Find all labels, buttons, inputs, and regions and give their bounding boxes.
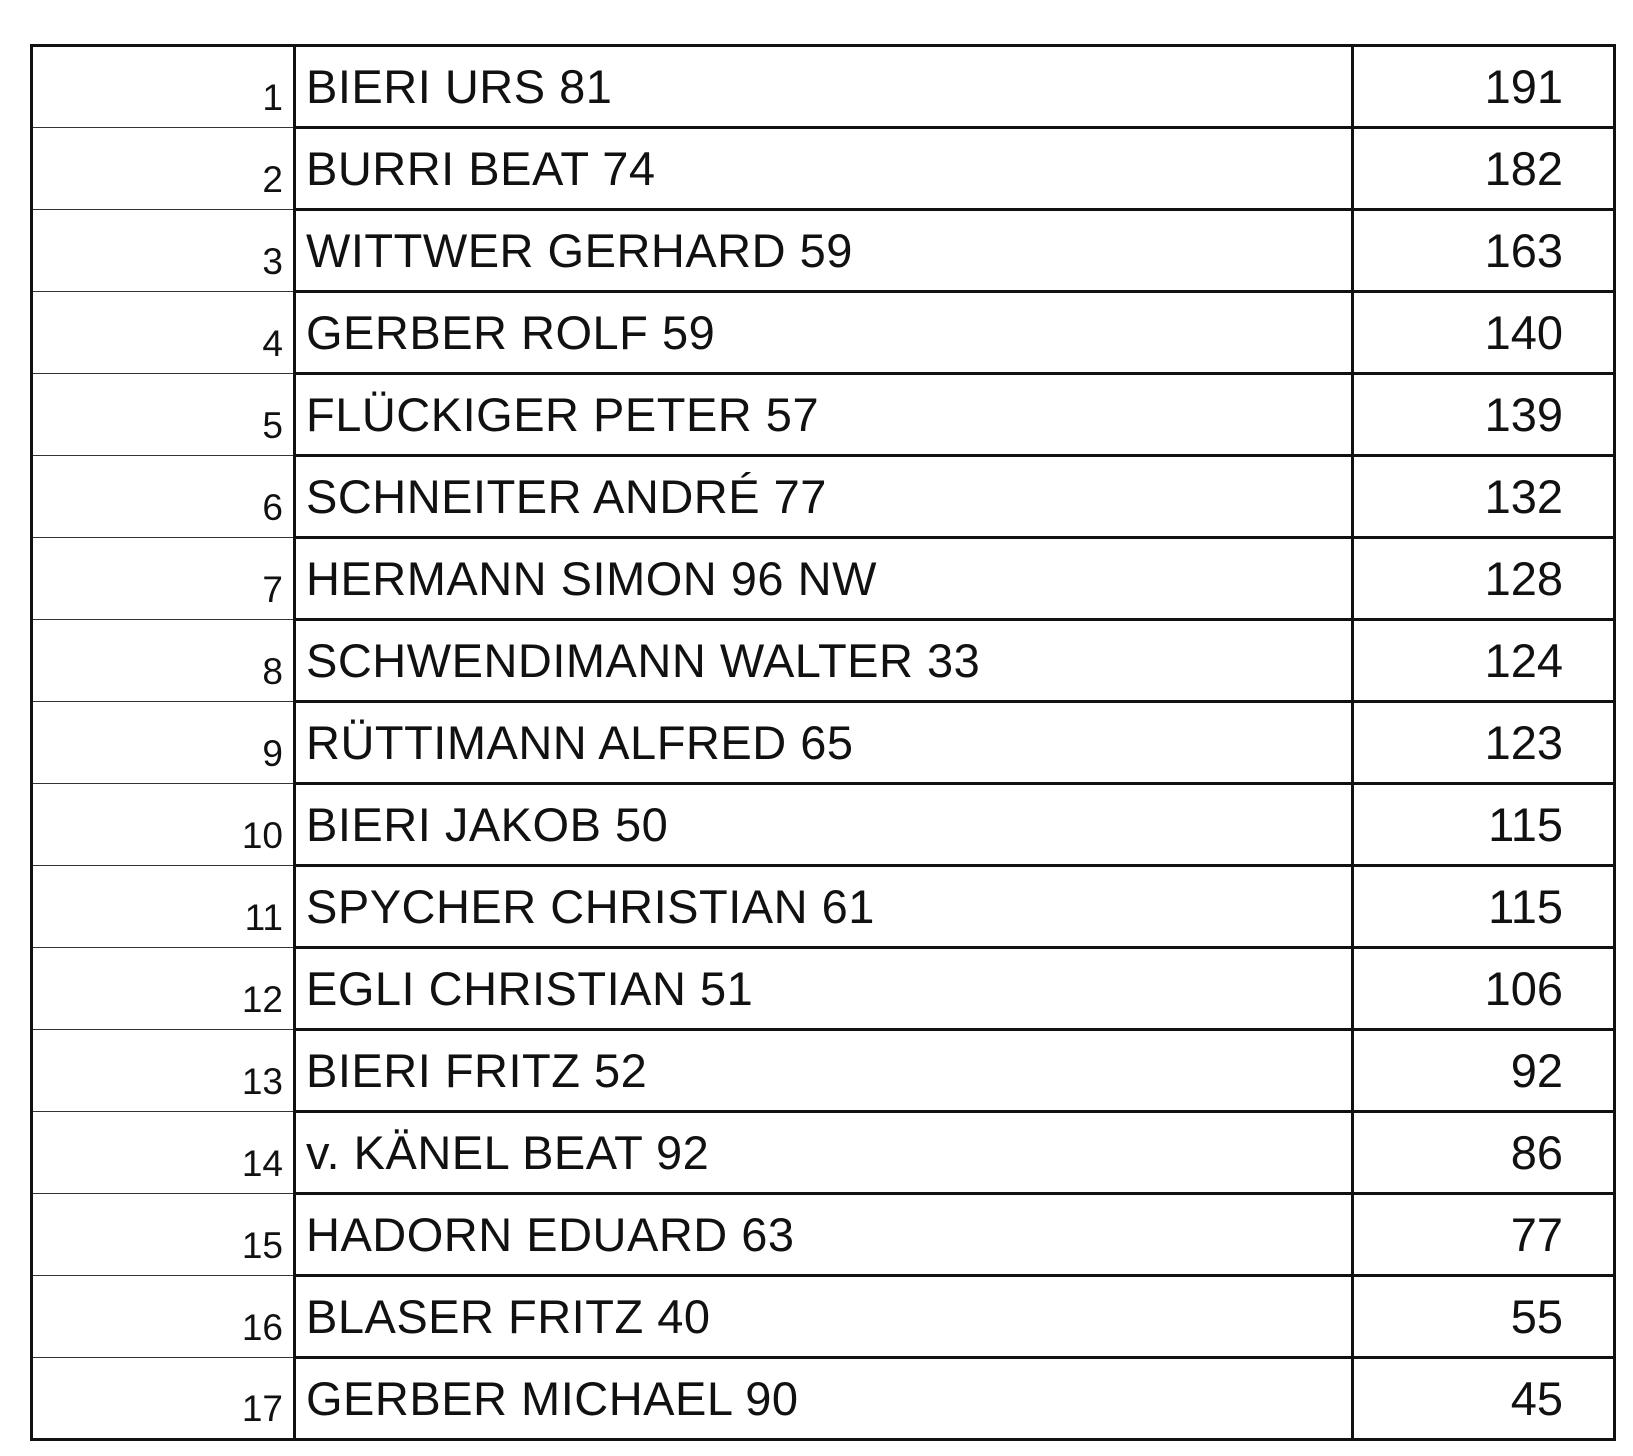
name-cell: HADORN EDUARD 63 — [295, 1194, 1353, 1276]
name-cell: BIERI URS 81 — [295, 46, 1353, 128]
name-cell: SCHWENDIMANN WALTER 33 — [295, 620, 1353, 702]
name-cell: RÜTTIMANN ALFRED 65 — [295, 702, 1353, 784]
name-cell: BIERI JAKOB 50 — [295, 784, 1353, 866]
name-cell: HERMANN SIMON 96 NW — [295, 538, 1353, 620]
name-cell: FLÜCKIGER PETER 57 — [295, 374, 1353, 456]
rank-cell: 13 — [32, 1030, 295, 1112]
table-row — [32, 948, 1615, 1030]
score-cell: 191 — [1353, 46, 1615, 128]
table-row — [32, 1276, 1615, 1358]
rank-cell: 2 — [32, 128, 295, 210]
table-row — [32, 292, 1615, 374]
score-cell: 77 — [1353, 1194, 1615, 1276]
table-row — [32, 702, 1615, 784]
name-cell: SCHNEITER ANDRÉ 77 — [295, 456, 1353, 538]
name-cell: BLASER FRITZ 40 — [295, 1276, 1353, 1358]
name-cell: WITTWER GERHARD 59 — [295, 210, 1353, 292]
rank-cell: 12 — [32, 948, 295, 1030]
score-cell: 45 — [1353, 1358, 1615, 1440]
name-cell: BIERI FRITZ 52 — [295, 1030, 1353, 1112]
table-row — [32, 866, 1615, 948]
score-cell: 55 — [1353, 1276, 1615, 1358]
rank-cell: 1 — [32, 46, 295, 128]
rank-cell: 14 — [32, 1112, 295, 1194]
score-cell: 106 — [1353, 948, 1615, 1030]
score-cell: 132 — [1353, 456, 1615, 538]
score-cell: 139 — [1353, 374, 1615, 456]
table-row — [32, 784, 1615, 866]
rank-cell: 16 — [32, 1276, 295, 1358]
score-cell: 92 — [1353, 1030, 1615, 1112]
table-row — [32, 46, 1615, 128]
table-row — [32, 1358, 1615, 1440]
table-row — [32, 1112, 1615, 1194]
score-cell: 124 — [1353, 620, 1615, 702]
score-cell: 182 — [1353, 128, 1615, 210]
table-row — [32, 456, 1615, 538]
rank-cell: 11 — [32, 866, 295, 948]
name-cell: GERBER ROLF 59 — [295, 292, 1353, 374]
table-row — [32, 620, 1615, 702]
rank-cell: 4 — [32, 292, 295, 374]
rank-cell: 17 — [32, 1358, 295, 1440]
score-cell: 115 — [1353, 866, 1615, 948]
name-cell: EGLI CHRISTIAN 51 — [295, 948, 1353, 1030]
table-row — [32, 1030, 1615, 1112]
table-row — [32, 128, 1615, 210]
table-row — [32, 1194, 1615, 1276]
name-cell: GERBER MICHAEL 90 — [295, 1358, 1353, 1440]
name-cell: BURRI BEAT 74 — [295, 128, 1353, 210]
table-row — [32, 374, 1615, 456]
score-cell: 123 — [1353, 702, 1615, 784]
ranking-table-body — [32, 46, 1615, 1440]
score-cell: 115 — [1353, 784, 1615, 866]
score-cell: 86 — [1353, 1112, 1615, 1194]
rank-cell: 15 — [32, 1194, 295, 1276]
rank-cell: 9 — [32, 702, 295, 784]
table-row — [32, 538, 1615, 620]
rank-cell: 3 — [32, 210, 295, 292]
score-cell: 163 — [1353, 210, 1615, 292]
rank-cell: 6 — [32, 456, 295, 538]
rank-cell: 5 — [32, 374, 295, 456]
ranking-table — [30, 44, 1616, 1441]
score-cell: 128 — [1353, 538, 1615, 620]
name-cell: v. KÄNEL BEAT 92 — [295, 1112, 1353, 1194]
rank-cell: 7 — [32, 538, 295, 620]
rank-cell: 10 — [32, 784, 295, 866]
rank-cell: 8 — [32, 620, 295, 702]
table-row — [32, 210, 1615, 292]
score-cell: 140 — [1353, 292, 1615, 374]
name-cell: SPYCHER CHRISTIAN 61 — [295, 866, 1353, 948]
